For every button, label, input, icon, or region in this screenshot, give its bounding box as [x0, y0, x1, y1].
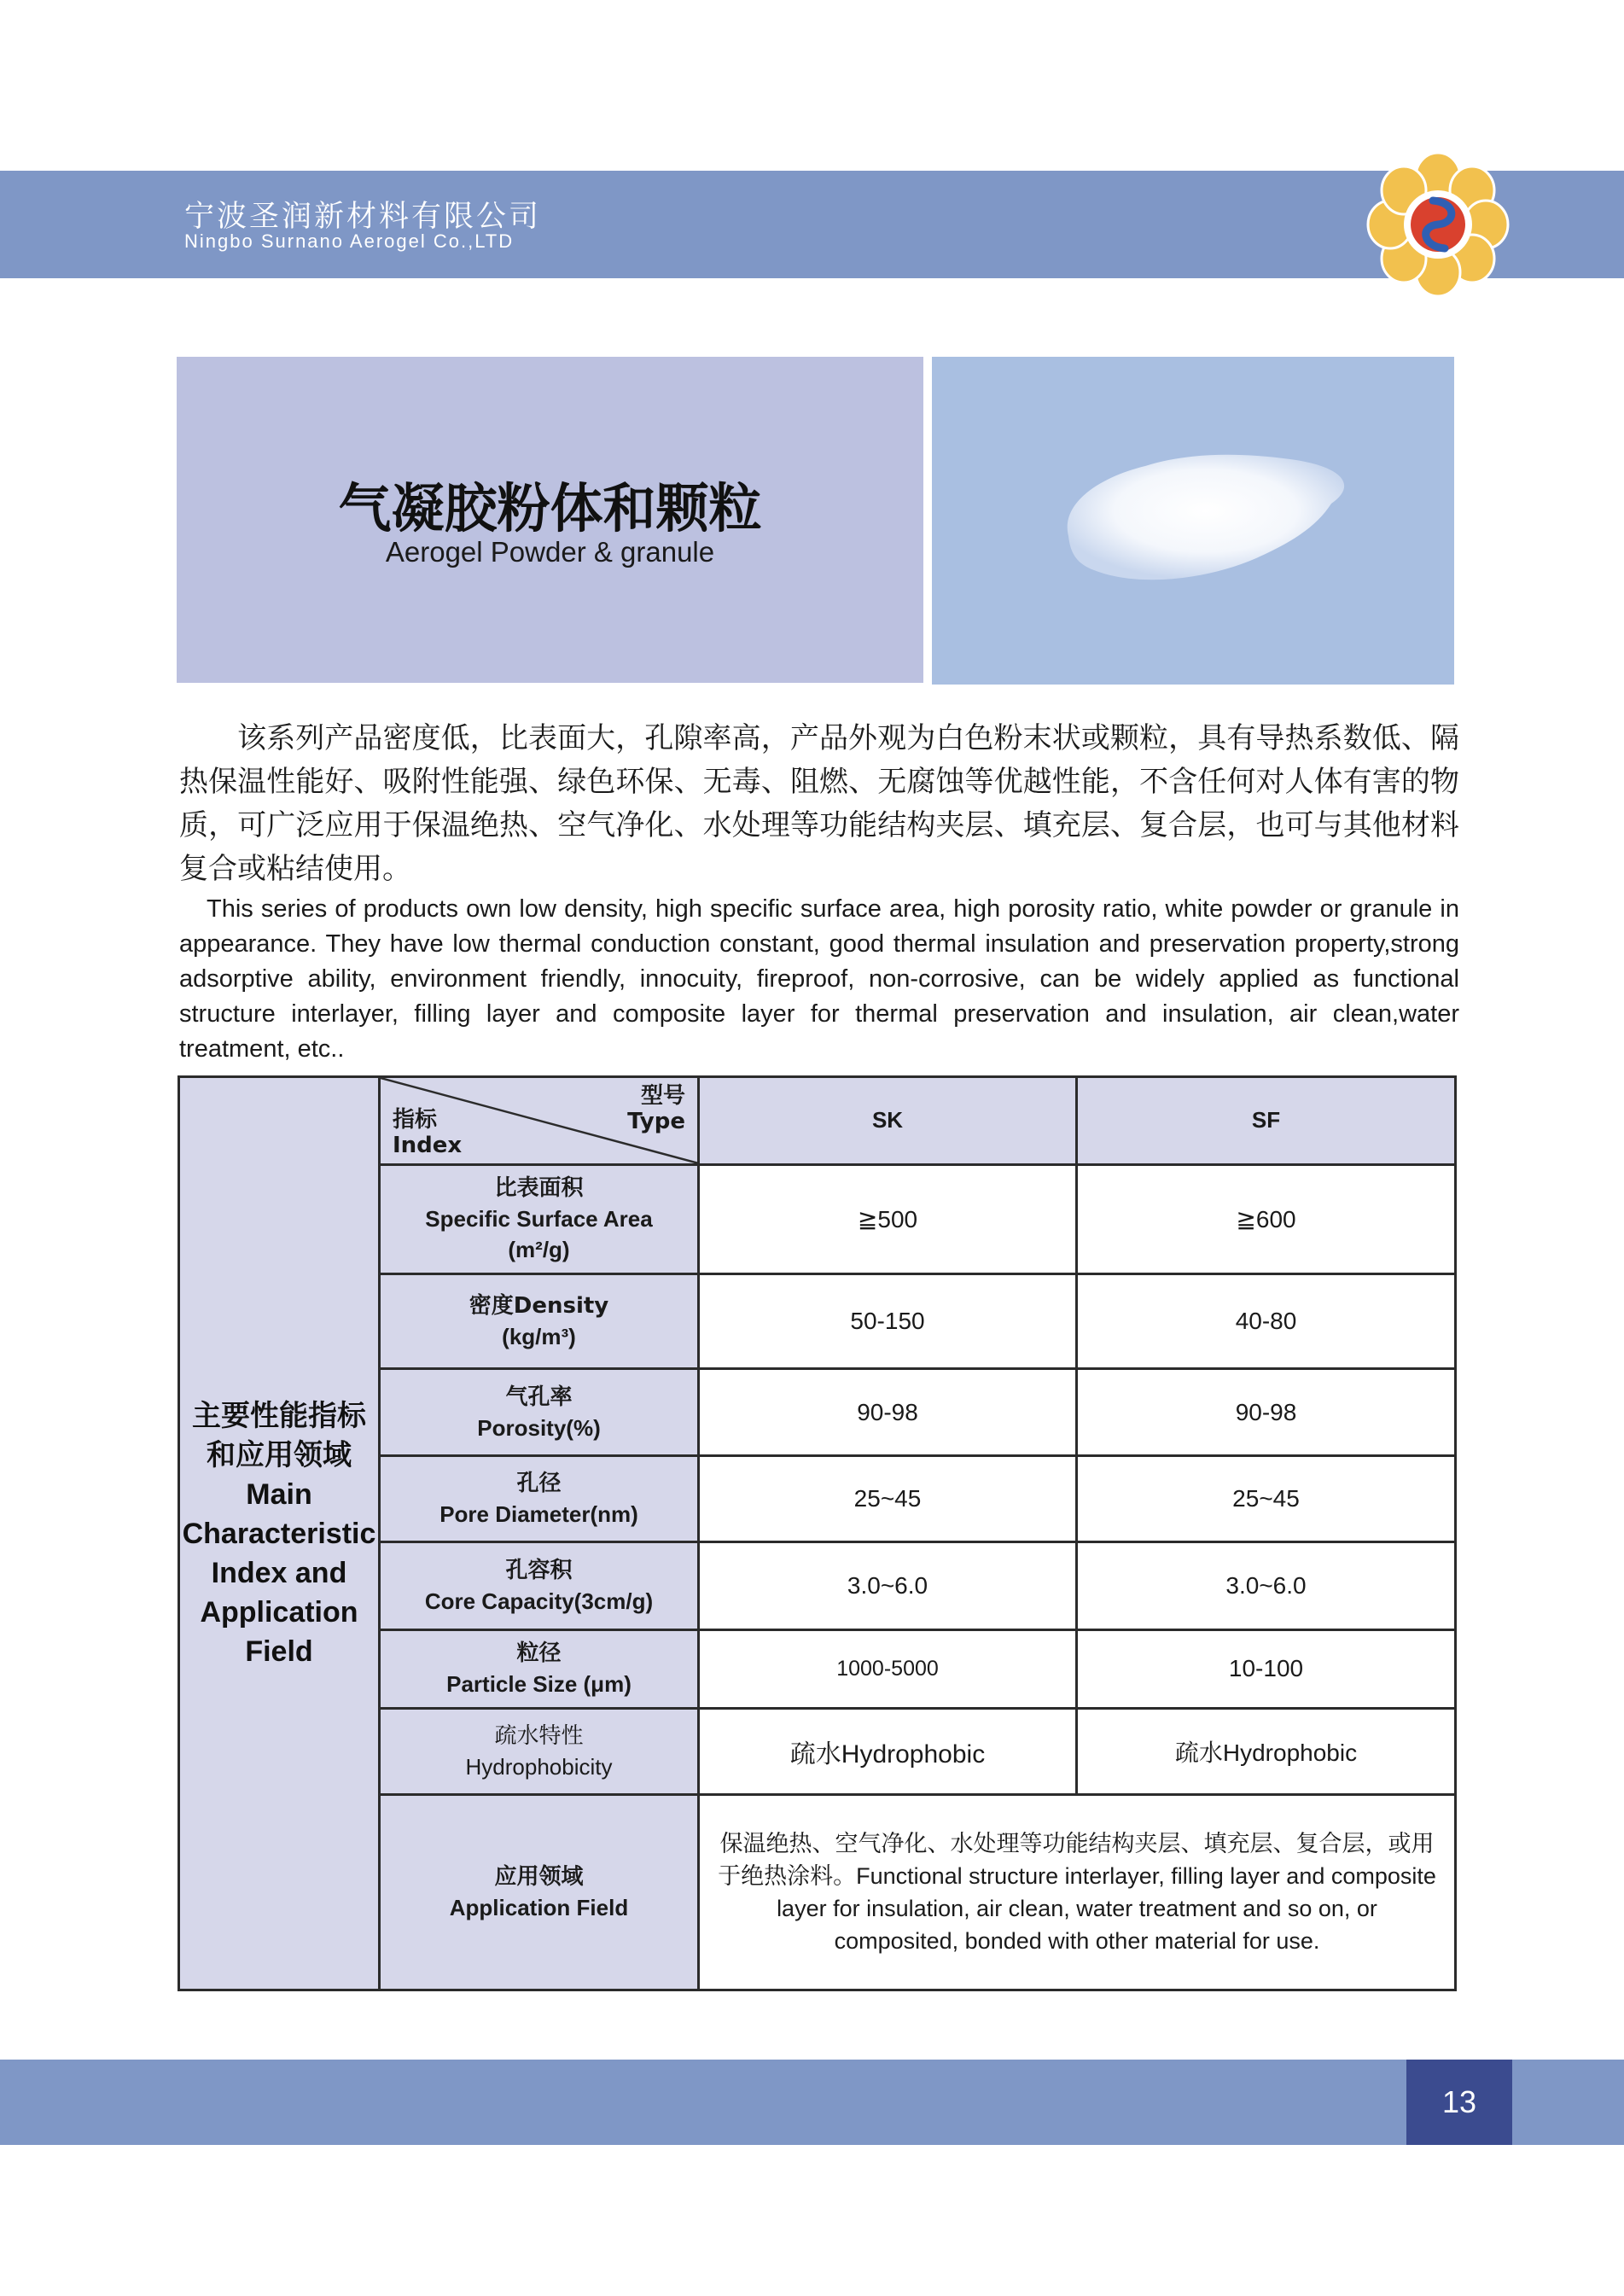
powder-pile-icon [932, 357, 1454, 685]
column-header-sk: SK [699, 1077, 1077, 1165]
row-label-cn: 应用领域 [494, 1863, 584, 1890]
row-label-cn: 疏水特性 [494, 1722, 584, 1749]
flower-logo-icon [1361, 152, 1515, 297]
page-title-en: Aerogel Powder & granule [385, 536, 715, 568]
table-header-row [179, 1077, 1456, 1165]
row-label [380, 1794, 699, 1990]
cell-sf: 疏水Hydrophobic [1077, 1709, 1456, 1795]
row-label-en: Hydrophobicity [465, 1753, 613, 1780]
type-label-en: Type [627, 1109, 685, 1134]
row-label-en: Core Capacity(3cm/g) [424, 1588, 654, 1614]
type-label-cn: 型号 [640, 1083, 685, 1109]
title-panel [177, 357, 923, 683]
spec-table [178, 1075, 1457, 1991]
row-label [380, 1709, 699, 1795]
row-label-cn: 密度Density [469, 1293, 609, 1320]
company-name-en: Ningbo Surnano Aerogel Co.,LTD [184, 230, 515, 252]
aerogel-powder-photo [932, 357, 1454, 685]
cell-sk: 50-150 [699, 1274, 1077, 1369]
footer-band [0, 2060, 1624, 2145]
row-label-en: Pore Diameter(nm) [439, 1501, 638, 1528]
cell-sf: 90-98 [1077, 1368, 1456, 1456]
intro-text-cn: 该系列产品密度低，比表面大，孔隙率高，产品外观为白色粉末状或颗粒，具有导热系数低、隔热保温性能好、吸附性能强、绿色环保、无毒、阻燃、无腐蚀等优越性能，不含任何对人体有害的物质，可广泛应用于保温绝热、空气净化、水处理等功能结构夹层、填充层、复合层，也可与其他材料复合或粘结使用。 [179, 721, 1459, 886]
index-label [393, 1107, 462, 1158]
group-label-cn-1: 主要性能指标 [192, 1398, 366, 1433]
cell-sk: 3.0~6.0 [699, 1542, 1077, 1630]
type-label [627, 1083, 685, 1134]
group-label-cn-2: 和应用领域 [207, 1437, 352, 1472]
row-label-cn: 孔容积 [505, 1557, 573, 1583]
row-label-cn: 气孔率 [505, 1384, 573, 1410]
cell-sf: ≧600 [1077, 1164, 1456, 1274]
row-label [380, 1274, 699, 1369]
row-label-cn: 比表面积 [494, 1175, 584, 1202]
row-label-unit: (kg/m³) [502, 1324, 576, 1350]
cell-sk: 疏水Hydrophobic [699, 1709, 1077, 1795]
cell-sk: ≧500 [699, 1164, 1077, 1274]
page-title-cn: 气凝胶粉体和颗粒 [338, 477, 762, 539]
intro-text-en: This series of products own low density, high specific surface area, high porosity ratio, white powder or granule in appearance. They have low thermal conduction constant, good thermal insulation and preservation property,strong adsorptive ability, environment friendly, innocuity, fireproof, non-corrosive, can be widely applied as functional structure interlayer, filling layer and composite layer for thermal preservation and insulation, air clean,water treatment, etc.. [179, 895, 1459, 1063]
cell-sf: 40-80 [1077, 1274, 1456, 1369]
index-label-en: Index [393, 1132, 463, 1158]
row-label-en: Specific Surface Area [425, 1206, 653, 1232]
row-label [380, 1542, 699, 1630]
row-label [380, 1629, 699, 1709]
row-label-cn: 孔径 [516, 1471, 562, 1497]
type-index-header [380, 1077, 699, 1165]
index-label-cn: 指标 [393, 1106, 438, 1133]
row-label-cn: 粒径 [516, 1640, 562, 1667]
row-label-en: Particle Size (μm) [446, 1671, 632, 1698]
cell-sk: 25~45 [699, 1456, 1077, 1542]
row-label [380, 1456, 699, 1542]
group-label-en: Main Characteristic Index and Application Field [182, 1477, 376, 1668]
column-header-sf: SF [1077, 1077, 1456, 1165]
cell-sk: 1000-5000 [699, 1629, 1077, 1709]
application-text: 保温绝热、空气净化、水处理等功能结构夹层、填充层、复合层，或用于绝热涂料。Functional structure interlayer, filling layer and composite layer for insulation, air clean, water treatment and so on, or composited, bonded with other material for use. [699, 1794, 1456, 1990]
row-label [380, 1164, 699, 1274]
row-label-unit: (m²/g) [508, 1237, 570, 1263]
cell-sf: 3.0~6.0 [1077, 1542, 1456, 1630]
row-label [380, 1368, 699, 1456]
cell-sf: 10-100 [1077, 1629, 1456, 1709]
cell-sf: 25~45 [1077, 1456, 1456, 1542]
company-name-cn: 宁波圣润新材料有限公司 [184, 200, 542, 234]
row-label-en: Porosity(%) [477, 1414, 601, 1441]
cell-sk: 90-98 [699, 1368, 1077, 1456]
row-label-en: Application Field [449, 1894, 629, 1920]
page-number: 13 [1406, 2060, 1512, 2145]
group-label [179, 1077, 380, 1990]
